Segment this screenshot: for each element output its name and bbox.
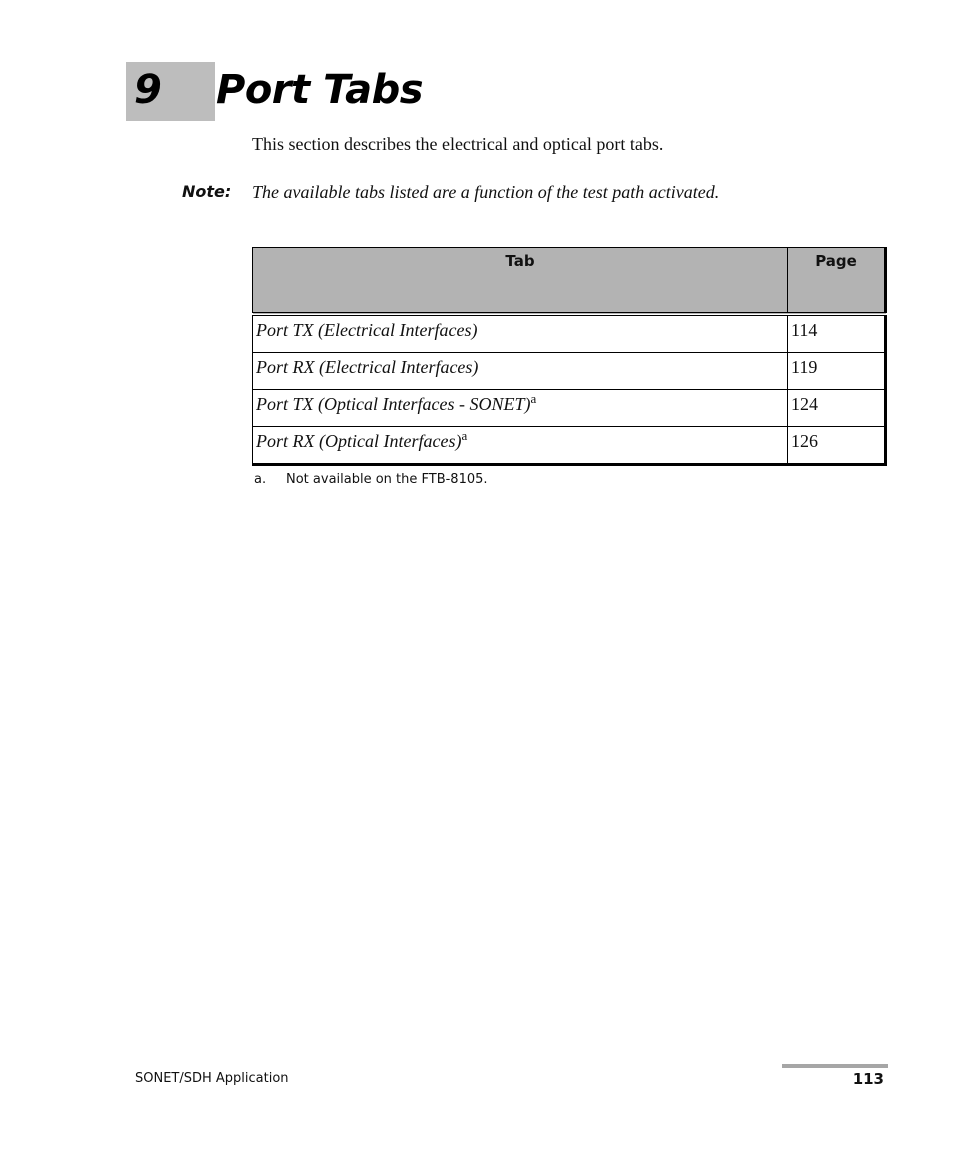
table-row	[253, 390, 886, 427]
footnote-mark: a.	[254, 472, 267, 487]
port-tabs-table	[252, 247, 887, 466]
footer-rule	[782, 1064, 888, 1068]
header-page: Page	[788, 248, 886, 315]
page-cell: 119	[788, 353, 886, 390]
footnote-ref: a	[530, 391, 537, 406]
tab-name: Port TX (Electrical Interfaces)	[256, 320, 478, 340]
table-header-row	[253, 248, 886, 315]
footer-document-name: SONET/SDH Application	[135, 1071, 289, 1086]
footer-page-number: 113	[852, 1070, 884, 1088]
intro-paragraph: This section describes the electrical and optical port tabs.	[252, 134, 664, 154]
chapter-title: Port Tabs	[216, 67, 424, 113]
header-tab: Tab	[253, 248, 788, 315]
page-cell: 124	[788, 390, 886, 427]
page-cell: 114	[788, 314, 886, 353]
tab-name-cell	[253, 427, 788, 465]
tab-name-cell	[253, 390, 788, 427]
table-row	[253, 353, 886, 390]
tab-name: Port RX (Optical Interfaces)	[256, 431, 462, 451]
table-row	[253, 427, 886, 465]
tab-name-cell	[253, 353, 788, 390]
note-label: Note:	[182, 182, 232, 201]
chapter-number: 9	[134, 67, 162, 113]
note-text: The available tabs listed are a function of the test path activated.	[252, 182, 720, 202]
page-cell: 126	[788, 427, 886, 465]
table-footnote	[254, 471, 488, 489]
table-row	[253, 314, 886, 353]
footnote-ref: a	[461, 428, 468, 443]
tab-name: Port TX (Optical Interfaces - SONET)	[256, 394, 531, 414]
tab-name: Port RX (Electrical Interfaces)	[256, 357, 479, 377]
tab-name-cell	[253, 314, 788, 353]
footnote-text: Not available on the FTB-8105.	[286, 472, 488, 487]
